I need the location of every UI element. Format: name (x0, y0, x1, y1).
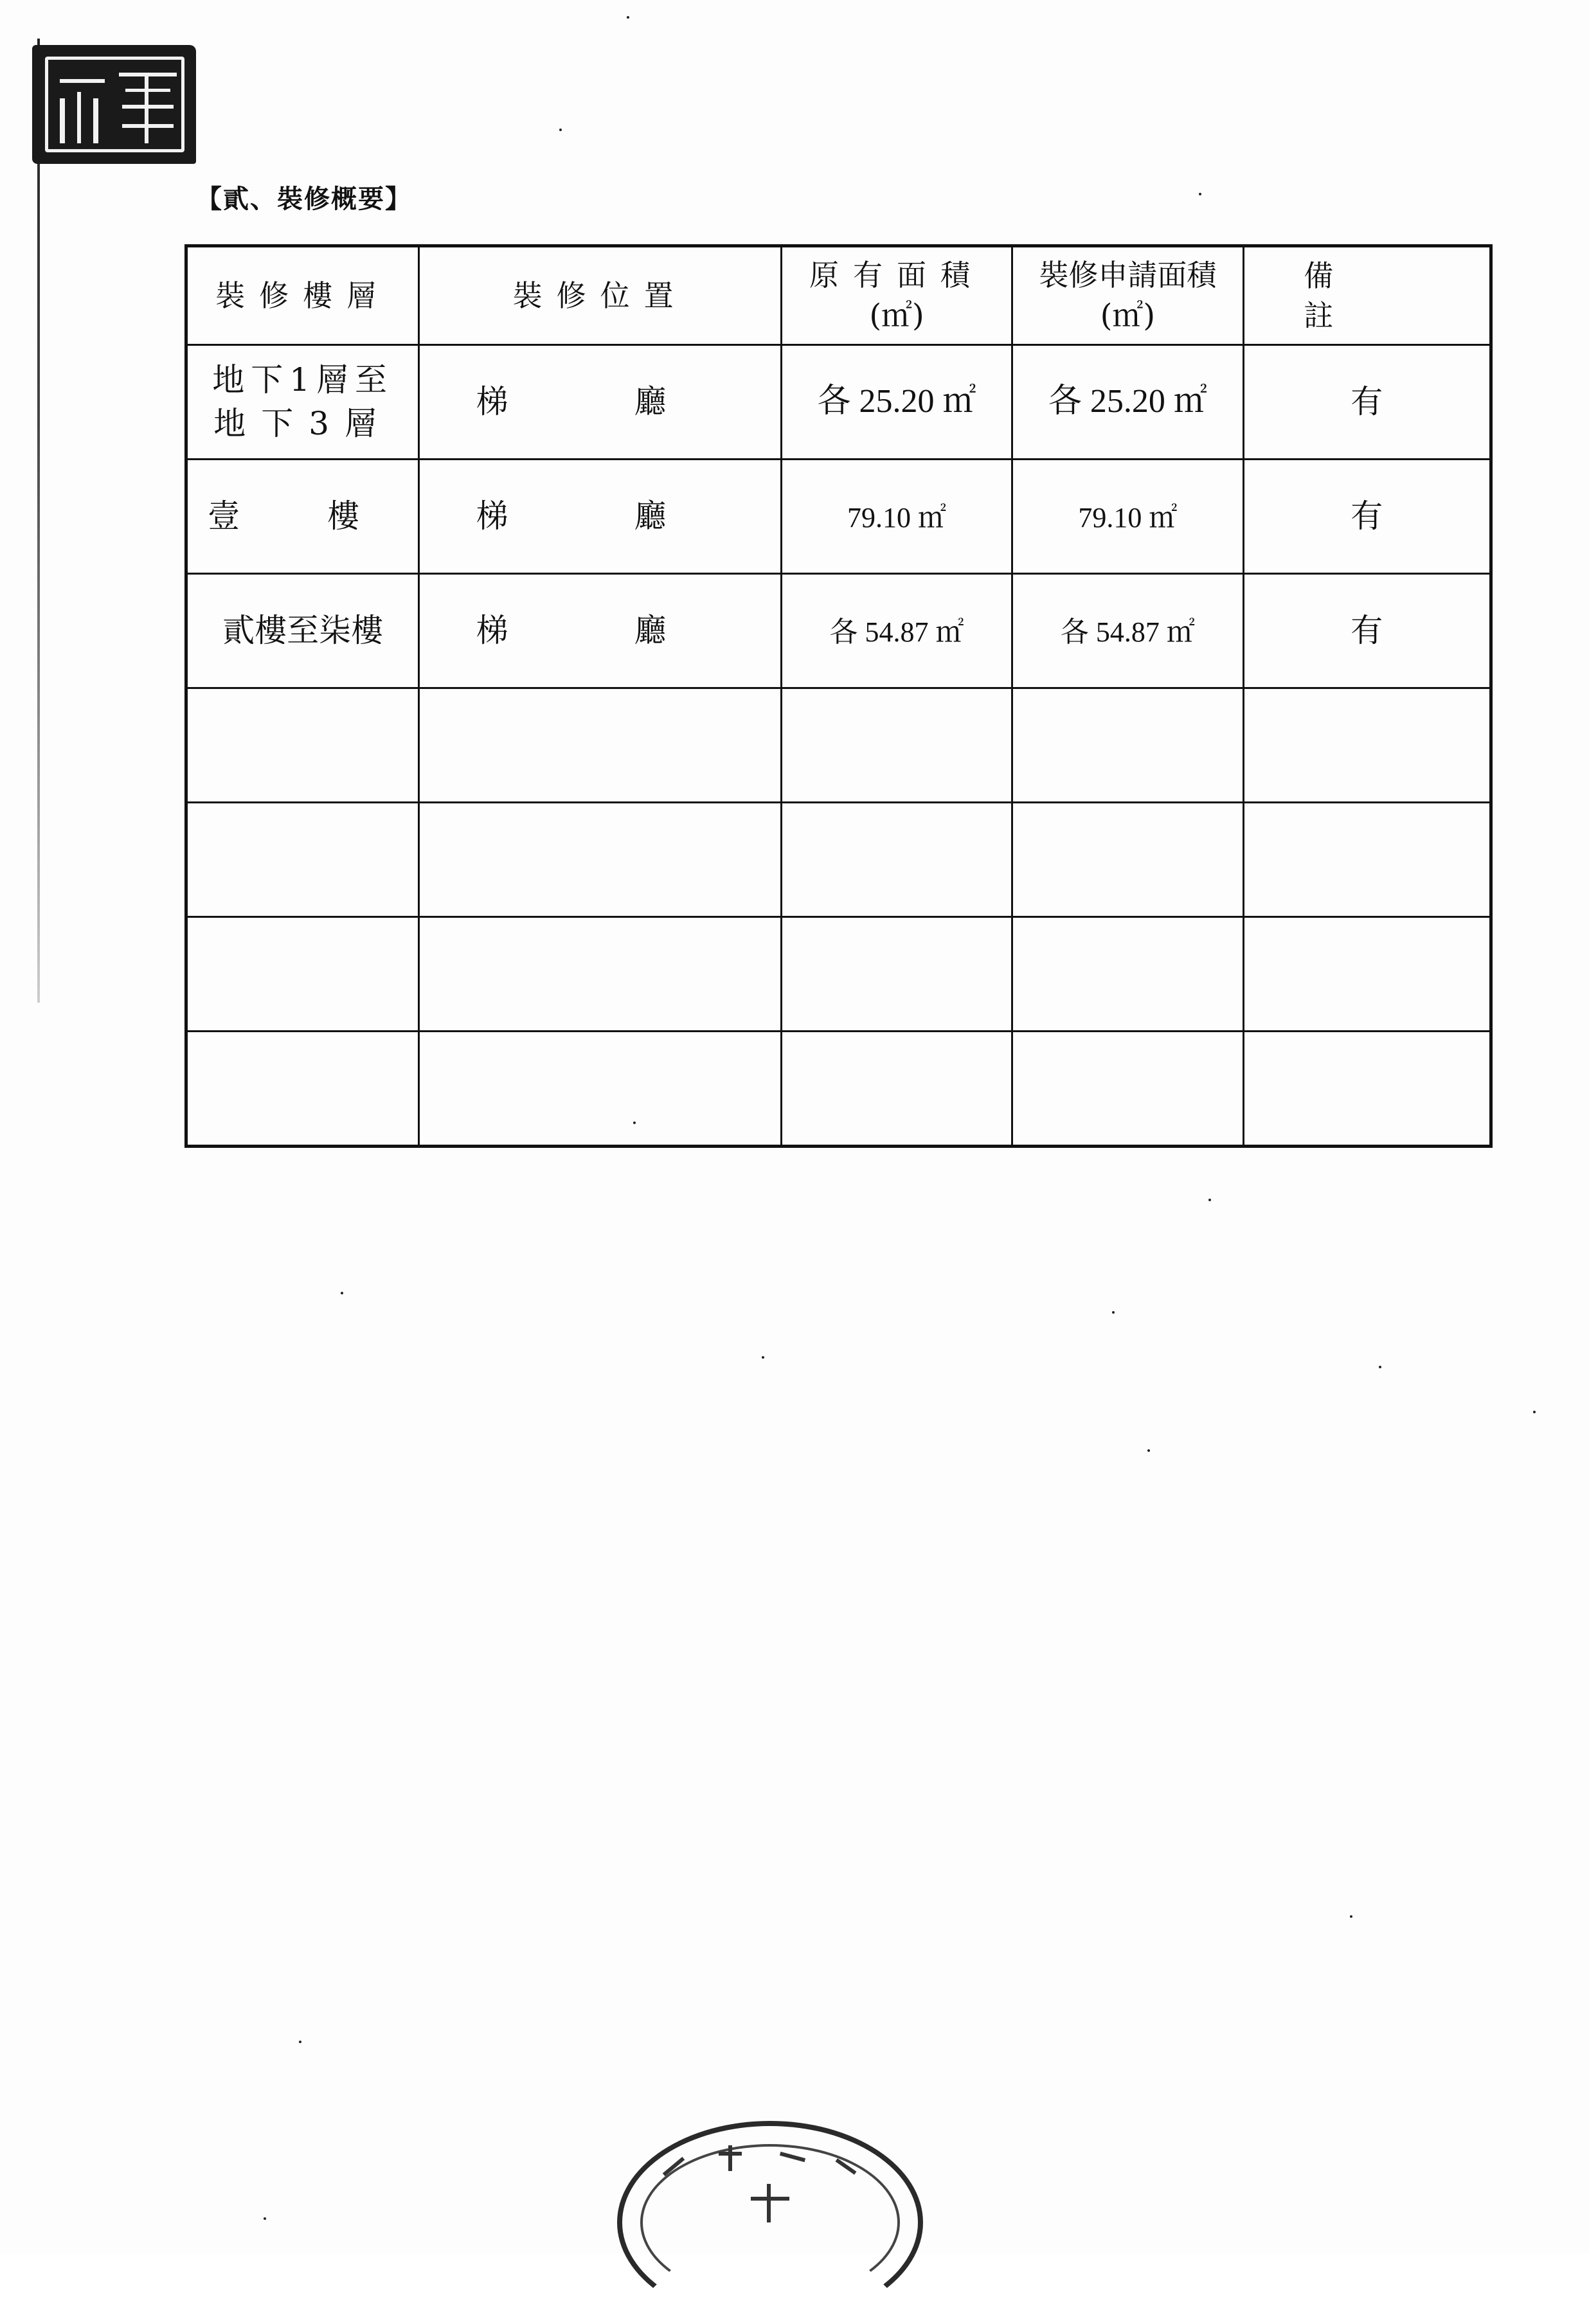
cell-location (419, 460, 782, 574)
scan-speck (762, 1356, 764, 1359)
cell-applied-area (1012, 460, 1243, 574)
header-original-area-unit: (㎡) (869, 297, 924, 334)
binding-line (37, 39, 40, 1003)
cell-original-area (781, 688, 1012, 803)
scan-speck (341, 1292, 343, 1294)
scan-speck (1350, 1915, 1352, 1918)
square-seal-icon (32, 45, 196, 164)
note-text: 有 (1351, 611, 1383, 649)
cell-floor (186, 688, 419, 803)
cell-note (1243, 803, 1491, 917)
table-row (186, 460, 1491, 574)
cell-floor (186, 1032, 419, 1147)
renovation-summary-table-wrap (184, 244, 1493, 1144)
cell-applied-area (1012, 688, 1243, 803)
cell-floor (186, 460, 419, 574)
floor-line: 地下1層至 (212, 361, 394, 398)
cell-note (1243, 574, 1491, 688)
cell-applied-area (1012, 803, 1243, 917)
cell-location (419, 803, 782, 917)
scan-speck (299, 2041, 301, 2043)
applied-area-value: 各 54.87 ㎡ (1060, 616, 1195, 648)
header-location (419, 246, 782, 345)
cell-location (419, 688, 782, 803)
table-row (186, 688, 1491, 803)
table-row (186, 345, 1491, 460)
original-area-value: 各 54.87 ㎡ (829, 616, 964, 648)
original-area-value: 79.10 ㎡ (847, 501, 947, 533)
table-row (186, 917, 1491, 1032)
cell-note (1243, 688, 1491, 803)
note-text: 有 (1351, 497, 1383, 535)
table-row (186, 1032, 1491, 1147)
cell-note (1243, 345, 1491, 460)
applied-area-value: 79.10 ㎡ (1078, 501, 1178, 533)
header-note-label: 備註 (1304, 258, 1430, 333)
cell-floor (186, 803, 419, 917)
cell-note (1243, 917, 1491, 1032)
header-original-area (781, 246, 1012, 345)
floor-line: 貳樓至柒樓 (222, 611, 384, 649)
seal-inner-ring (640, 2144, 900, 2301)
cell-applied-area (1012, 917, 1243, 1032)
header-floor (186, 246, 419, 345)
cell-floor (186, 574, 419, 688)
scan-speck (1112, 1311, 1115, 1314)
header-applied-area-unit: (㎡) (1100, 297, 1156, 334)
scan-speck (1147, 1449, 1150, 1452)
cell-original-area (781, 803, 1012, 917)
cell-location (419, 345, 782, 460)
scan-speck (627, 16, 629, 19)
cell-applied-area (1012, 345, 1243, 460)
original-area-value: 各 25.20 ㎡ (817, 383, 976, 420)
location-text: 梯 廳 (476, 497, 724, 535)
header-applied-area (1012, 246, 1243, 345)
cell-original-area (781, 574, 1012, 688)
header-original-area-label: 原有面積 (809, 257, 985, 292)
scan-speck (1379, 1366, 1381, 1368)
cell-original-area (781, 1032, 1012, 1147)
cell-floor (186, 345, 419, 460)
seal-border (45, 57, 184, 152)
cell-location (419, 574, 782, 688)
floor-line: 地下3層 (213, 404, 393, 442)
cell-applied-area (1012, 574, 1243, 688)
renovation-summary-table (184, 244, 1493, 1148)
location-text: 梯 廳 (476, 611, 724, 649)
applied-area-value: 各 25.20 ㎡ (1048, 383, 1207, 420)
scan-speck (1533, 1411, 1536, 1413)
table-row (186, 574, 1491, 688)
cell-applied-area (1012, 1032, 1243, 1147)
scan-speck (1199, 193, 1201, 195)
table-row (186, 803, 1491, 917)
cell-location (419, 917, 782, 1032)
scan-speck (1208, 1199, 1211, 1201)
header-applied-area-label: 裝修申請面積 (1039, 257, 1217, 292)
scan-speck (559, 129, 562, 131)
header-location-label: 裝修位置 (512, 278, 688, 313)
cell-original-area (781, 345, 1012, 460)
scan-speck (633, 1122, 636, 1124)
cell-location (419, 1032, 782, 1147)
scan-speck (264, 2217, 266, 2220)
header-row (186, 246, 1491, 345)
floor-line: 壹 樓 (208, 497, 399, 535)
note-text: 有 (1351, 382, 1383, 420)
location-text: 梯 廳 (476, 382, 724, 420)
cell-note (1243, 460, 1491, 574)
header-note (1243, 246, 1491, 345)
cell-note (1243, 1032, 1491, 1147)
cell-floor (186, 917, 419, 1032)
header-floor-label: 裝修樓層 (215, 278, 391, 313)
cell-original-area (781, 917, 1012, 1032)
cell-original-area (781, 460, 1012, 574)
round-seal-icon (617, 2121, 923, 2324)
section-title: 【貳、裝修概要】 (196, 184, 412, 214)
